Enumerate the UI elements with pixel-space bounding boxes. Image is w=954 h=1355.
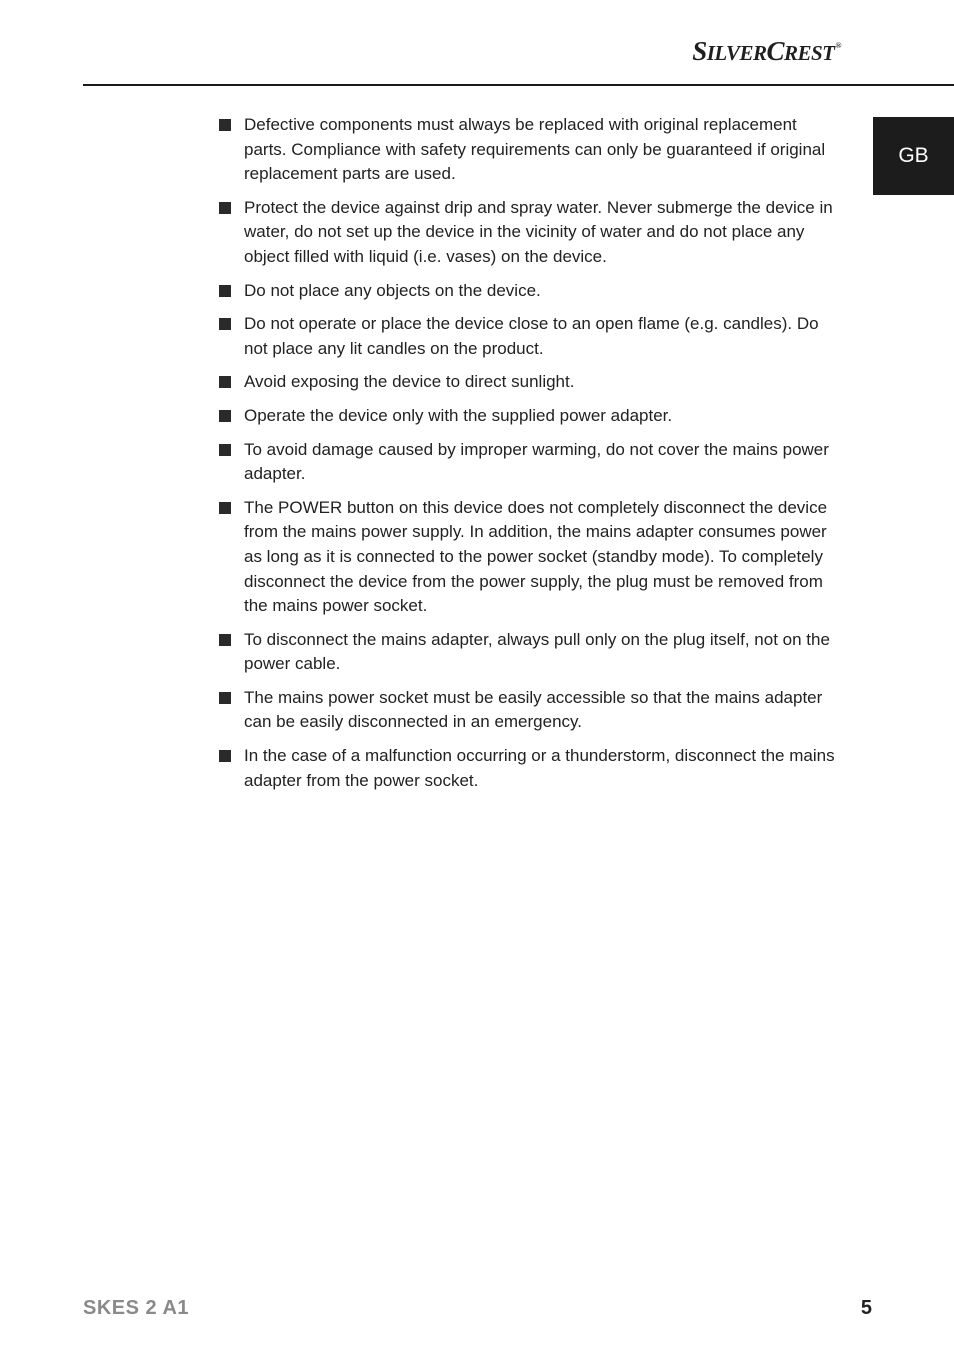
square-bullet-icon [219,376,231,388]
silvercrest-logo [692,38,841,65]
registered-mark: ® [835,41,841,50]
list-item [218,496,842,619]
square-bullet-icon [219,119,231,131]
list-item-text: Do not operate or place the device close to an open flame (e.g. candles). Do not place any lit candles on the product. [244,314,819,358]
list-item [218,196,842,270]
footer-model-number: SKES 2 A1 [83,1297,190,1319]
list-item [218,628,842,677]
square-bullet-icon [219,202,231,214]
list-item [218,113,842,187]
list-item-text: The mains power socket must be easily accessible so that the mains adapter can be easily disconnected in an emergency. [244,687,823,732]
square-bullet-icon [219,410,231,422]
list-item [218,744,842,793]
list-item [218,404,842,429]
logo-text-ilver: ILVER [706,41,767,65]
square-bullet-icon [219,634,231,646]
list-item [218,438,842,487]
page-number: 5 [860,1297,872,1319]
language-tab-label: GB [898,144,929,167]
list-item-text: Defective components must always be replaced with original replacement parts. Compliance with safety requirements can only be guaranteed if original replacement parts are used. [244,115,826,184]
list-item-text: To disconnect the mains adapter, always pull only on the plug itself, not on the power cable. [244,629,830,674]
safety-instructions-list [218,113,842,802]
list-item [218,279,842,304]
list-item-text: Avoid exposing the device to direct sunlight. [244,372,575,392]
square-bullet-icon [219,502,231,514]
language-tab [873,117,954,195]
logo-initial-c: C [766,36,784,66]
square-bullet-icon [219,750,231,762]
list-item [218,370,842,395]
header-divider [83,84,954,86]
square-bullet-icon [219,444,231,456]
list-item-text: Protect the device against drip and spray water. Never submerge the device in water, do not set up the device in the vicinity of water and do not place any object filled with liquid (i.e. vases) on the device. [244,197,833,266]
square-bullet-icon [219,318,231,330]
logo-text-rest: REST [783,41,835,65]
logo-initial-s: S [692,36,707,66]
list-item-text: In the case of a malfunction occurring or a thunderstorm, disconnect the mains adapter from the power socket. [244,746,835,790]
list-item-text: Operate the device only with the supplied power adapter. [244,405,673,425]
list-item-text: The POWER button on this device does not completely disconnect the device from the mains power supply. In addition, the mains adapter consumes power as long as it is connected to the power socket (standby mode). To completely disconnect the device from the power supply, the plug must be removed from the mains power socket. [244,497,828,616]
square-bullet-icon [219,692,231,704]
square-bullet-icon [219,285,231,297]
list-item [218,312,842,361]
list-item [218,686,842,735]
list-item-text: To avoid damage caused by improper warming, do not cover the mains power adapter. [244,439,829,484]
list-item-text: Do not place any objects on the device. [244,280,541,300]
